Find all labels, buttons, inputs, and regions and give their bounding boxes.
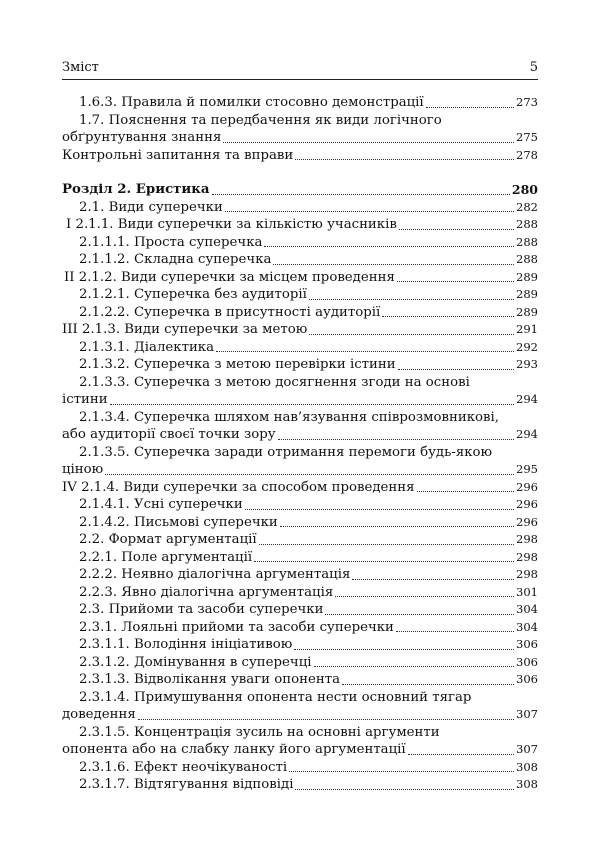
toc-dot-leader [254, 561, 514, 562]
toc-entry[interactable] [62, 654, 538, 672]
toc-dot-leader [294, 649, 514, 650]
toc-page-number: 294 [516, 392, 538, 406]
toc-page-number: 295 [516, 462, 538, 476]
toc-page-number: 307 [516, 742, 538, 756]
toc-page-number: 280 [511, 182, 538, 197]
toc-page-number: 278 [516, 147, 538, 162]
toc-entry[interactable] [62, 374, 538, 409]
toc-dot-leader [342, 684, 514, 685]
toc-dot-leader [325, 614, 514, 615]
toc-entry-title: Контрольні запитання та вправи [62, 147, 294, 163]
toc-entry-title: доведення [62, 707, 136, 722]
toc-dot-leader [295, 789, 514, 790]
toc-entry-title: 2.1.3.5. Суперечка заради отримання перемоги будь-якою [79, 444, 493, 460]
toc-entry-title: 2.3.1. Лояльні прийоми та засоби суперечки [79, 619, 394, 635]
toc-entry-title: 2.1.2.2. Суперечка в присутності аудиторії [79, 304, 381, 320]
toc-entry-title: 2.1.3.4. Суперечка шляхом нав’язування співрозмовникові, [79, 409, 499, 425]
toc-dot-leader [289, 771, 514, 772]
toc-entry-title: 2.2.3. Явно діалогічна аргументація [79, 584, 334, 600]
running-header [62, 60, 538, 80]
toc-page-number: 292 [516, 339, 538, 354]
toc-entry[interactable] [62, 181, 538, 199]
toc-page-number: 308 [516, 777, 538, 791]
toc-page-number: 307 [516, 707, 538, 721]
toc-dot-leader [408, 754, 514, 755]
toc-entry[interactable] [62, 671, 538, 689]
toc-entry-title: Розділ 2. Еристика [62, 182, 210, 197]
toc-entry[interactable] [62, 776, 538, 794]
toc-dot-leader [216, 351, 514, 352]
toc-page-number: 298 [516, 567, 538, 581]
toc-entry-title: 2.2. Формат аргументації [79, 532, 257, 547]
toc-entry-title: 2.1.4.1. Усні суперечки [79, 497, 243, 512]
toc-entry-title: 1.7. Пояснення та передбачення як види логічного [79, 112, 442, 128]
toc-entry[interactable] [62, 286, 538, 304]
toc-entry[interactable] [62, 531, 538, 549]
toc-page-number: 273 [516, 95, 538, 109]
toc-page-number: 296 [516, 479, 538, 494]
toc-page-number: 306 [516, 654, 538, 669]
toc-page-number: 298 [516, 532, 538, 546]
toc-entry-title: 1.6.3. Правила й помилки стосовно демонстрації [79, 95, 424, 110]
toc-page-number: 306 [516, 672, 538, 686]
toc-dot-leader [295, 159, 514, 160]
toc-entry[interactable] [62, 479, 538, 497]
toc-entry[interactable] [62, 251, 538, 269]
toc-dot-leader [397, 281, 514, 282]
toc-entry-title: IV 2.1.4. Види суперечки за способом проведення [62, 479, 415, 495]
toc-entry-title: 2.3.1.7. Відтягування відповіді [79, 777, 294, 792]
toc-entry-title: 2.1.1.1. Проста суперечка [79, 234, 263, 250]
toc-page-number: 288 [516, 217, 538, 231]
running-header-title: Зміст [62, 60, 99, 75]
running-header-page-number: 5 [529, 60, 538, 75]
toc-entry[interactable] [62, 496, 538, 514]
toc-entry-title: 2.3. Прийоми та засоби суперечки [79, 602, 324, 617]
toc-page-number: 296 [516, 514, 538, 529]
toc-page-number: 304 [516, 602, 538, 616]
toc-entry[interactable] [62, 269, 538, 287]
toc-entry[interactable] [62, 94, 538, 112]
toc-page-number: 306 [516, 637, 538, 651]
toc-page-number: 288 [516, 252, 538, 266]
toc-dot-leader [280, 526, 514, 527]
toc-entry[interactable] [62, 566, 538, 584]
toc-page-number: 298 [516, 549, 538, 564]
toc-entry-title: 2.3.1.5. Концентрація зусиль на основні аргументи [79, 724, 440, 740]
toc-entry-title: ціною [62, 462, 104, 477]
toc-entry-title: 2.1. Види суперечки [79, 199, 223, 215]
toc-entry-title: I 2.1.1. Види суперечки за кількістю учасників [66, 217, 397, 232]
toc-entry[interactable] [62, 584, 538, 602]
toc-entry-title: II 2.1.2. Види суперечки за місцем проведення [64, 269, 395, 285]
toc-dot-leader [426, 107, 514, 108]
toc-page-number: 289 [516, 304, 538, 319]
toc-page-number: 296 [516, 497, 538, 511]
toc-dot-leader [309, 299, 514, 300]
toc-entry-title: 2.3.1.3. Відволікання уваги опонента [79, 672, 340, 687]
toc-entry[interactable] [62, 689, 538, 724]
toc-entry-title: 2.3.1.1. Володіння ініціативою [79, 637, 293, 652]
toc-entry-title: 2.3.1.2. Домінування в суперечці [79, 654, 312, 670]
toc-page-number: 291 [516, 322, 538, 336]
toc-entry-title: або аудиторії своєї точки зору [62, 427, 276, 442]
toc-dot-leader [399, 229, 514, 230]
toc-dot-leader [309, 334, 514, 335]
toc-entry[interactable] [62, 234, 538, 252]
toc-dot-leader [273, 264, 514, 265]
toc-dot-leader [212, 194, 510, 195]
toc-entry-title: III 2.1.3. Види суперечки за метою [62, 322, 308, 337]
toc-entry[interactable] [62, 216, 538, 234]
toc-page-number: 293 [516, 357, 538, 371]
toc-dot-leader [417, 491, 515, 492]
toc-page-number: 289 [516, 269, 538, 284]
toc-page-number: 301 [516, 584, 538, 599]
toc-page-number: 289 [516, 287, 538, 301]
toc-entry[interactable] [62, 409, 538, 444]
toc-entry[interactable] [62, 636, 538, 654]
toc-entry[interactable] [62, 304, 538, 322]
toc-dot-leader [223, 142, 514, 143]
toc-entry[interactable] [62, 549, 538, 567]
toc-entry[interactable] [62, 759, 538, 777]
toc-dot-leader [352, 579, 514, 580]
toc-entry-title: обґрунтування знання [62, 130, 222, 145]
toc-entry[interactable] [62, 147, 538, 165]
toc-dot-leader [245, 509, 514, 510]
toc-page-number: 294 [516, 427, 538, 441]
toc-dot-leader [264, 246, 514, 247]
toc-page-number: 288 [516, 234, 538, 249]
toc-entry[interactable] [62, 199, 538, 217]
toc-entry-title: 2.1.3.2. Суперечка з метою перевірки істини [79, 357, 396, 372]
toc-dot-leader [105, 474, 514, 475]
toc-entry-title: 2.3.1.4. Примушування опонента нести основний тягар [79, 689, 472, 705]
toc-entry[interactable] [62, 724, 538, 759]
toc-page-number: 308 [516, 759, 538, 774]
toc-entry[interactable] [62, 619, 538, 637]
toc-dot-leader [335, 596, 514, 597]
toc-entry-title: 2.2.1. Поле аргументації [79, 549, 253, 565]
toc-entry-title: 2.1.2.1. Суперечка без аудиторії [79, 287, 307, 302]
toc-page-number: 275 [516, 130, 538, 144]
toc-entry-title: 2.2.2. Неявно діалогічна аргументація [79, 567, 351, 582]
toc-entry-title: 2.1.3.3. Суперечка з метою досягнення згоди на основі [79, 374, 470, 390]
toc-dot-leader [225, 211, 514, 212]
toc-entry-title: істини [62, 392, 108, 407]
toc-dot-leader [314, 666, 515, 667]
toc-page-number: 282 [516, 199, 538, 214]
toc-dot-leader [382, 316, 514, 317]
toc-entry[interactable] [62, 356, 538, 374]
toc-dot-leader [278, 439, 514, 440]
table-of-contents [62, 94, 538, 794]
toc-entry-title: 2.1.3.1. Діалектика [79, 339, 215, 355]
toc-dot-leader [138, 719, 514, 720]
toc-entry-title: 2.1.4.2. Письмові суперечки [79, 514, 278, 530]
toc-page-number: 304 [516, 619, 538, 634]
toc-entry[interactable] [62, 112, 538, 147]
toc-dot-leader [259, 544, 514, 545]
toc-dot-leader [396, 631, 514, 632]
toc-entry[interactable] [62, 321, 538, 339]
toc-entry[interactable] [62, 514, 538, 532]
toc-entry[interactable] [62, 601, 538, 619]
toc-entry[interactable] [62, 444, 538, 479]
toc-dot-leader [398, 369, 514, 370]
toc-entry-title: 2.3.1.6. Ефект неочікуваності [79, 759, 288, 775]
toc-entry[interactable] [62, 339, 538, 357]
toc-entry-title: 2.1.1.2. Складна суперечка [79, 252, 272, 267]
toc-dot-leader [110, 404, 514, 405]
toc-entry-title: опонента або на слабку ланку його аргументації [62, 742, 406, 757]
